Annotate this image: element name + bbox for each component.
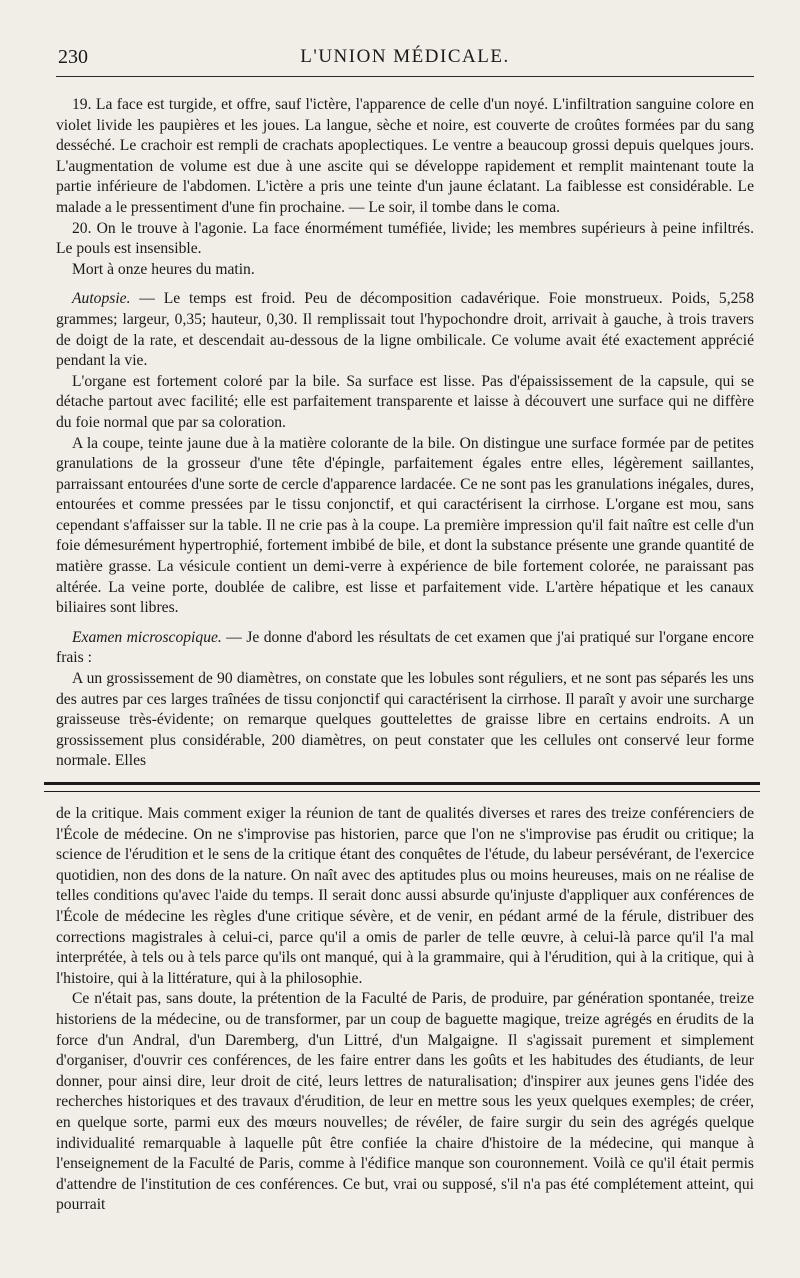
microscopic-label: Examen microscopique. <box>72 628 222 646</box>
death-note: Mort à onze heures du matin. <box>72 260 255 278</box>
microscopic-paragraph <box>56 628 754 669</box>
autopsy-label: Autopsie. <box>72 290 131 308</box>
running-head: L'UNION MÉDICALE. <box>300 46 510 67</box>
autopsy-paragraph <box>56 289 754 371</box>
feuilleton-divider <box>44 782 760 792</box>
paragraph-19: 19. La face est turgide, et offre, sauf l'ictère, l'apparence de celle d'un noyé. L'infiltration sanguine colore en violet livide les paupières et les joues. La langue, sèche et noire, est couverte de croûtes formées par du sang desséché. Le crachoir est rempli de crachats apoplectiques. Le ventre a beaucoup grossi depuis quelques jours. L'augmentation de volume est due à une ascite qui se développe rapidement et remplit maintenant toute la partie inférieure de l'abdomen. L'ictère a pris une teinte d'un jaune éclatant. La faiblesse est considérable. Le malade a le pressentiment d'une fin prochaine. — Le soir, il tombe dans le coma. <box>56 96 754 216</box>
feuilleton-paragraph-2: Ce n'était pas, sans doute, la prétention de la Faculté de Paris, de produire, par génération spontanée, treize historiens de la médecine, ou de transformer, par un coup de baguette magique, treize agrégés en érudits de la force d'un Andral, d'un Daremberg, d'un Littré, d'un Malgaigne. Il s'agissait purement et simplement d'organiser, d'ouvrir ces conférences, de les faire entrer dans les goûts et les habitudes des étudiants, de leur donner, pour ainsi dire, leur droit de cité, leurs lettres de naturalisation; d'inspirer aux jeunes gens l'idée des recherches historiques et des travaux d'érudition, de leur en mettre sous les yeux quelques exemples; de créer, en quelque sorte, parmi eux des mœurs nouvelles; de révéler, de faire surgir du sein des agrégés quelque individualité remarquable à laquelle pût être confiée la chaire d'histoire de la médecine, qui manque à l'enseignement de la Faculté de Paris, comme à l'édifice manque son couronnement. Voilà ce qu'il était permis d'attendre de l'institution de ces conférences. Ce but, vrai ou supposé, s'il n'a pas été complétement atteint, qui pourrait <box>56 990 754 1214</box>
page-header <box>56 34 754 77</box>
case-report <box>56 95 754 772</box>
section-paragraph: A la coupe, teinte jaune due à la matière colorante de la bile. On distingue une surface formée par de petites granulations de la grosseur d'une tête d'épingle, parfaitement égales entre elles, légèrement saillantes, parraissant entourées d'une sorte de cercle d'apparence lardacée. Ce ne sont pas les granulations inégales, dures, entourées et comme pressées par le tissu conjonctif, et qui caractérisent la cirrhose. L'organe est mou, sans cependant s'affaisser sur la table. Il ne crie pas à la coupe. La première impression qu'il fait naître est celle d'un foie démesurément hypertrophié, fortement imbibé de bile, et dont la substance présente une grande quantité de matière grasse. La vésicule contient un demi-verre à expérience de bile fortement colorée, ne paraissant pas altérée. La veine porte, doublée de calibre, est lisse et parfaitement vide. L'artère hépatique et les canaux biliaires sont libres. <box>56 434 754 617</box>
feuilleton-paragraph-1: de la critique. Mais comment exiger la réunion de tant de qualités diverses et rares des treize conférenciers de l'École de médecine. On ne s'improvise pas historien, parce que l'on ne s'improvise pas érudit ou critique; la science de l'érudition et le sens de la critique étant des conquêtes de l'étude, du labeur persévérant, de l'exercice quotidien, non des dons de la nature. On naît avec des aptitudes plus ou moins heureuses, mais on ne réalise de telles conditions qu'avec l'aide du temps. Il serait donc aussi absurde qu'injuste d'appliquer aux conférences de l'École de médecine les règles d'une critique sévère, et de venir, en pédant armé de la férule, distribuer des corrections magistrales à celui-ci, parce qu'il a omis de parler de telle œuvre, à celui-là parce qu'il l'a mal interprétée, à tels ou à tels parce qu'ils ont manqué, qui à la grammaire, qui à l'érudition, qui à la critique, qui à l'histoire, qui à la littérature, qui à la philosophie. <box>56 805 754 987</box>
microscopic-text: — Je donne d'abord les résultats de cet examen que j'ai pratiqué sur l'organe encore frais : <box>56 628 754 667</box>
autopsy-text: — Le temps est froid. Peu de décomposition cadavérique. Foie monstrueux. Poids, 5,258 grammes; largeur, 0,35; hauteur, 0,30. Il remplissait tout l'hypochondre droit, arrivait à gauche, à trois travers de doigt de la rate, et descendait au-dessous de la ligne ombilicale. Ce volume avait été exactement apprécié pendant la vie. <box>56 290 754 370</box>
page-number: 230 <box>58 46 88 68</box>
feuilleton <box>56 804 754 1216</box>
organ-paragraph: L'organe est fortement coloré par la bile. Sa surface est lisse. Pas d'épaississement de la capsule, qui se détache partout avec facilité; elle est parfaitement transparente et laisse à découvert une surface qui ne diffère du foie normal que par sa coloration. <box>56 372 754 431</box>
magnification-paragraph: A un grossissement de 90 diamètres, on constate que les lobules sont réguliers, et ne sont pas séparés les uns des autres par ces larges traînées de tissu conjonctif qui caractérisent la cirrhose. Il paraît y avoir une surcharge graisseuse très-évidente; on remarque quelques gouttelettes de graisse libre en certains endroits. A un grossissement plus considérable, 200 diamètres, on peut constater que les cellules ont conservé leur forme normale. Elles <box>56 670 754 770</box>
paragraph-20: 20. On le trouve à l'agonie. La face énormément tuméfiée, livide; les membres supérieurs à peine infiltrés. Le pouls est insensible. <box>56 219 754 258</box>
